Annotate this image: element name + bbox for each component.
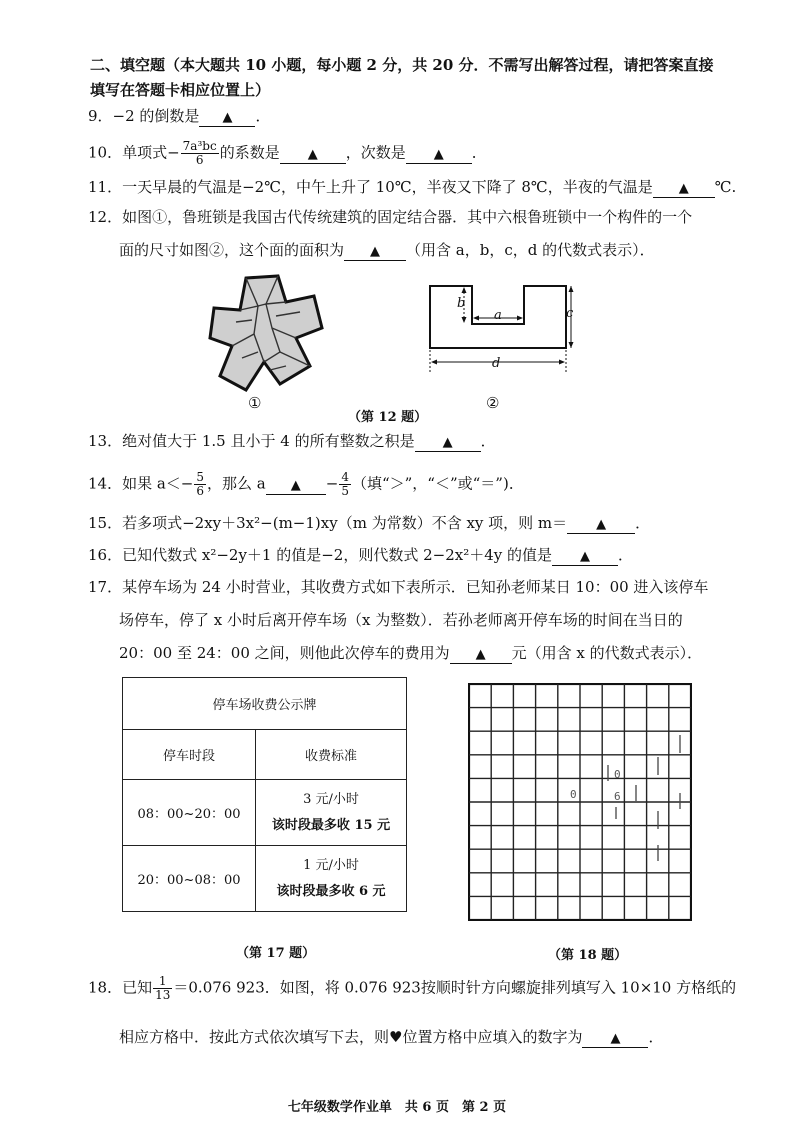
table-cell-rate <box>256 780 407 846</box>
luban-lock-image <box>206 272 326 396</box>
table-cell-rate <box>256 846 407 912</box>
answer-triangle-icon: ▲ <box>370 244 381 259</box>
answer-triangle-icon: ▲ <box>475 647 486 662</box>
page-footer: 七年级数学作业单 共 6 页 第 2 页 <box>287 1100 507 1115</box>
q16-number: 16． <box>88 546 123 564</box>
answer-triangle-icon: ▲ <box>290 477 301 493</box>
q10-number: 10． <box>88 143 123 162</box>
cap-text: 该时段最多收 6 元 <box>276 883 386 899</box>
parking-fee-table <box>122 677 407 912</box>
q9-text: −2 的倒数是 <box>112 107 200 125</box>
q18-answer-blank[interactable] <box>582 1029 648 1048</box>
q14-frac1-denominator: 6 <box>196 484 205 498</box>
q10-end: ． <box>471 143 487 162</box>
q12-end: （用含 a，b，c，d 的代数式表示）． <box>406 241 655 259</box>
question-11 <box>88 177 736 198</box>
q11-text: 一天早晨的气温是−2℃，中午上升了 10℃，半夜又下降了 8℃，半夜的气温是 <box>122 178 653 196</box>
q12-caption: （第 12 题） <box>348 410 428 425</box>
answer-triangle-icon: ▲ <box>678 181 689 196</box>
q10-fraction <box>181 140 219 167</box>
question-17-line3 <box>119 643 702 664</box>
dimension-label-b: b <box>457 296 466 311</box>
dimension-label-c: c <box>566 306 574 321</box>
spiral-grid <box>468 683 692 921</box>
q9-number: 9． <box>88 107 113 125</box>
question-18-line2 <box>119 1027 663 1048</box>
dimension-label-a: a <box>494 308 502 323</box>
q15-end: ． <box>635 514 651 532</box>
q14-fraction-1 <box>194 471 206 498</box>
q12-line1: 如图①，鲁班锁是我国古代传统建筑的固定结合器．其中六根鲁班锁中一个构件的一个 <box>122 208 693 226</box>
answer-triangle-icon: ▲ <box>433 146 444 162</box>
q10-mid: 的系数是 <box>219 143 280 162</box>
q12-number: 12． <box>88 208 123 226</box>
table-cell-period: 20：00~08：00 <box>123 846 256 912</box>
q10-answer-blank-2[interactable] <box>406 145 472 164</box>
q18-caption: （第 18 题） <box>548 948 628 963</box>
section-title: 二、填空题（本大题共 10 小题，每小题 2 分，共 20 分．不需写出解答过程，请把答案直接 <box>90 56 714 74</box>
q10-answer-blank-1[interactable] <box>280 145 346 164</box>
q9-answer-blank[interactable] <box>199 108 255 127</box>
q14-sep: − <box>325 474 339 493</box>
q16-end: ． <box>618 546 634 564</box>
q18-pre: 已知 <box>122 978 153 997</box>
q17-line3: 20：00 至 24：00 之间，则他此次停车的费用为 <box>119 644 450 662</box>
answer-triangle-icon: ▲ <box>222 110 233 125</box>
rate-text: 3 元/小时 <box>303 791 359 807</box>
question-12-line2 <box>119 240 655 261</box>
question-17 <box>88 577 708 597</box>
cap-text: 该时段最多收 15 元 <box>271 817 391 833</box>
q15-text: 若多项式−2xy＋3x²−(m−1)xy（m 为常数）不含 xy 项，则 m＝ <box>122 514 568 532</box>
table-title: 停车场收费公示牌 <box>123 678 407 730</box>
table-cell-period: 08：00~20：00 <box>123 780 256 846</box>
q18-number: 18． <box>88 978 123 997</box>
answer-triangle-icon: ▲ <box>442 435 453 450</box>
q17-answer-blank[interactable] <box>450 645 512 664</box>
figure-1-label: ① <box>248 394 262 412</box>
q13-end: ． <box>480 432 496 450</box>
q13-answer-blank[interactable] <box>415 433 481 452</box>
grid-mark: 0 <box>570 788 577 801</box>
q14-frac2-denominator: 5 <box>341 484 349 498</box>
q18-frac-denominator: 13 <box>155 988 171 1002</box>
q14-pre: 如果 a＜− <box>122 474 194 493</box>
q10-frac-denominator: 6 <box>195 153 204 167</box>
q18-line2: 相应方格中．按此方式依次填写下去，则♥位置方格中应填入的数字为 <box>119 1028 583 1046</box>
q14-end: （填“＞”，“＜”或“＝”)． <box>351 474 524 493</box>
q18-end: ． <box>648 1028 664 1046</box>
q18-frac-numerator: 1 <box>153 975 172 989</box>
table-header-period: 停车时段 <box>123 730 256 780</box>
answer-triangle-icon: ▲ <box>596 517 607 532</box>
q14-answer-blank[interactable] <box>266 476 326 495</box>
question-14 <box>88 471 524 498</box>
table-header-rate: 收费标准 <box>256 730 407 780</box>
q12-line2: 面的尺寸如图②，这个面的面积为 <box>119 241 345 259</box>
q17-number: 17． <box>88 578 123 596</box>
question-16 <box>88 545 633 566</box>
dimension-label-d: d <box>492 356 501 371</box>
q14-frac1-numerator: 5 <box>196 470 205 484</box>
q17-line1: 某停车场为 24 小时营业，其收费方式如下表所示．已知孙老师某日 10：00 进入该停车 <box>122 578 709 596</box>
table-row <box>123 780 407 846</box>
q11-end: ℃. <box>714 178 737 196</box>
grid-mark: 0 <box>614 768 621 781</box>
table-row <box>123 846 407 912</box>
q12-answer-blank[interactable] <box>344 242 406 261</box>
q14-mid: ，那么 a <box>207 474 266 493</box>
q18-fraction <box>153 975 172 1002</box>
q17-line2: 场停车，停了 x 小时后离开停车场（x 为整数）．若孙老师离开停车场的时间在当日的 <box>119 611 683 629</box>
q10-mid2: ，次数是 <box>345 143 406 162</box>
q15-answer-blank[interactable] <box>567 515 635 534</box>
q10-frac-numerator: 7a³bc <box>182 139 217 153</box>
question-15 <box>88 513 650 534</box>
q13-number: 13． <box>88 432 123 450</box>
q18-eq: ＝0.076 923．如图，将 0.076 923按顺时针方向螺旋排列填写入 10×10 方格纸的 <box>173 978 737 997</box>
section-title-line2: 填写在答题卡相应位置上） <box>90 81 271 99</box>
q17-caption: （第 17 题） <box>236 946 316 961</box>
q17-end: 元（用含 x 的代数式表示）． <box>511 644 703 662</box>
q16-text: 已知代数式 x²−2y＋1 的值是−2，则代数式 2−2x²＋4y 的值是 <box>122 546 553 564</box>
question-10 <box>88 140 487 167</box>
question-9 <box>88 106 270 127</box>
question-13 <box>88 431 496 452</box>
q14-frac2-numerator: 4 <box>341 470 349 484</box>
answer-triangle-icon: ▲ <box>580 549 591 564</box>
grid-mark: 6 <box>614 790 621 803</box>
figure-2-label: ② <box>486 394 500 412</box>
rate-text: 1 元/小时 <box>303 857 359 873</box>
q16-answer-blank[interactable] <box>552 547 618 566</box>
q11-number: 11． <box>88 178 123 196</box>
q14-fraction-2 <box>339 471 351 498</box>
q10-pre: 单项式− <box>122 143 180 162</box>
q9-end: ． <box>255 107 271 125</box>
q15-number: 15． <box>88 514 123 532</box>
q14-number: 14． <box>88 474 123 493</box>
q13-text: 绝对值大于 1.5 且小于 4 的所有整数之积是 <box>122 432 415 450</box>
question-12 <box>88 207 692 227</box>
answer-triangle-icon: ▲ <box>610 1031 621 1046</box>
answer-triangle-icon: ▲ <box>307 146 318 162</box>
question-18 <box>88 975 736 1002</box>
q11-answer-blank[interactable] <box>653 179 715 198</box>
